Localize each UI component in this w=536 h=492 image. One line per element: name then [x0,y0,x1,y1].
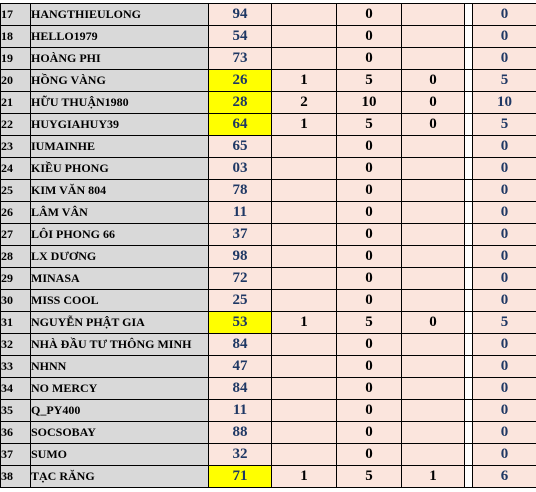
value-cell-3[interactable] [402,136,465,158]
score-cell[interactable]: 47 [209,356,272,378]
total-cell[interactable]: 5 [473,312,536,334]
value-cell-3[interactable] [402,202,465,224]
player-name-cell[interactable]: HELLO1979 [31,26,209,48]
value-cell-3[interactable] [402,158,465,180]
row-index-cell[interactable]: 28 [1,246,31,268]
total-cell[interactable]: 0 [473,356,536,378]
score-cell[interactable]: 54 [209,26,272,48]
row-index-cell[interactable]: 38 [1,466,31,488]
value-cell-1[interactable] [272,136,337,158]
value-cell-3[interactable] [402,400,465,422]
player-name-cell[interactable]: SUMO [31,444,209,466]
player-name-cell[interactable]: Q_PY400 [31,400,209,422]
spacer-cell[interactable] [465,466,473,488]
table-row [1,70,536,92]
player-name-cell[interactable]: MINASA [31,268,209,290]
row-index-cell[interactable]: 24 [1,158,31,180]
score-cell[interactable]: 65 [209,136,272,158]
player-name-cell[interactable]: HUYGIAHUY39 [31,114,209,136]
value-cell-2[interactable]: 0 [337,224,402,246]
value-cell-3[interactable] [402,224,465,246]
table-row [1,268,536,290]
score-cell[interactable]: 03 [209,158,272,180]
table-row [1,4,536,26]
spacer-cell[interactable] [465,224,473,246]
score-cell[interactable]: 98 [209,246,272,268]
spacer-cell[interactable] [465,444,473,466]
table-row [1,444,536,466]
total-cell[interactable]: 6 [473,466,536,488]
row-index-cell[interactable]: 21 [1,92,31,114]
value-cell-1[interactable]: 1 [272,114,337,136]
row-index-cell[interactable]: 23 [1,136,31,158]
row-index-cell[interactable]: 33 [1,356,31,378]
spacer-cell[interactable] [465,136,473,158]
row-index-cell[interactable]: 36 [1,422,31,444]
table-row [1,334,536,356]
value-cell-2[interactable]: 0 [337,444,402,466]
value-cell-2[interactable]: 0 [337,26,402,48]
spacer-cell[interactable] [465,48,473,70]
total-cell[interactable]: 0 [473,48,536,70]
row-index-cell[interactable]: 27 [1,224,31,246]
value-cell-1[interactable] [272,180,337,202]
table-row [1,202,536,224]
value-cell-1[interactable] [272,246,337,268]
table-row [1,356,536,378]
value-cell-1[interactable] [272,268,337,290]
row-index-cell[interactable]: 37 [1,444,31,466]
row-index-cell[interactable]: 18 [1,26,31,48]
value-cell-2[interactable]: 0 [337,4,402,26]
score-cell[interactable]: 37 [209,224,272,246]
value-cell-2[interactable]: 5 [337,312,402,334]
value-cell-3[interactable] [402,290,465,312]
table-row [1,312,536,334]
player-name-cell[interactable]: HANGTHIEULONG [31,4,209,26]
spacer-cell[interactable] [465,26,473,48]
row-index-cell[interactable]: 31 [1,312,31,334]
value-cell-1[interactable] [272,444,337,466]
total-cell[interactable]: 0 [473,4,536,26]
table-row [1,114,536,136]
score-cell[interactable]: 94 [209,4,272,26]
spacer-cell[interactable] [465,378,473,400]
player-name-cell[interactable]: NHÀ ĐẦU TƯ THÔNG MINH [31,334,209,356]
value-cell-1[interactable]: 1 [272,466,337,488]
value-cell-3[interactable] [402,422,465,444]
value-cell-3[interactable] [402,48,465,70]
spacer-cell[interactable] [465,158,473,180]
row-index-cell[interactable]: 26 [1,202,31,224]
value-cell-2[interactable]: 0 [337,180,402,202]
table-row [1,422,536,444]
value-cell-1[interactable] [272,334,337,356]
score-cell[interactable]: 88 [209,422,272,444]
total-cell[interactable]: 0 [473,268,536,290]
value-cell-1[interactable]: 1 [272,70,337,92]
row-index-cell[interactable]: 35 [1,400,31,422]
value-cell-3[interactable] [402,268,465,290]
value-cell-1[interactable] [272,202,337,224]
row-index-cell[interactable]: 29 [1,268,31,290]
player-name-cell[interactable]: KIM VĂN 804 [31,180,209,202]
score-cell[interactable]: 11 [209,202,272,224]
total-cell[interactable]: 10 [473,92,536,114]
value-cell-1[interactable] [272,290,337,312]
total-cell[interactable]: 5 [473,114,536,136]
value-cell-3[interactable] [402,26,465,48]
spacer-cell[interactable] [465,180,473,202]
row-index-cell[interactable]: 25 [1,180,31,202]
value-cell-2[interactable]: 0 [337,202,402,224]
spacer-cell[interactable] [465,70,473,92]
value-cell-1[interactable] [272,158,337,180]
spacer-cell[interactable] [465,246,473,268]
value-cell-3[interactable]: 0 [402,70,465,92]
player-name-cell[interactable]: NGUYỄN PHẬT GIA [31,312,209,334]
player-name-cell[interactable]: SOCSOBAY [31,422,209,444]
total-cell[interactable]: 0 [473,202,536,224]
table-row [1,400,536,422]
value-cell-2[interactable]: 10 [337,92,402,114]
player-name-cell[interactable]: NHNN [31,356,209,378]
value-cell-2[interactable]: 0 [337,378,402,400]
value-cell-1[interactable]: 1 [272,312,337,334]
value-cell-1[interactable] [272,356,337,378]
value-cell-3[interactable] [402,378,465,400]
row-index-cell[interactable]: 22 [1,114,31,136]
total-cell[interactable]: 0 [473,136,536,158]
score-cell[interactable]: 32 [209,444,272,466]
total-cell[interactable]: 0 [473,246,536,268]
value-cell-2[interactable]: 0 [337,246,402,268]
player-name-cell[interactable]: NO MERCY [31,378,209,400]
score-cell[interactable]: 53 [209,312,272,334]
table-row [1,92,536,114]
spacer-cell[interactable] [465,334,473,356]
value-cell-2[interactable]: 0 [337,334,402,356]
spacer-cell[interactable] [465,312,473,334]
table-row [1,180,536,202]
value-cell-2[interactable]: 5 [337,466,402,488]
player-name-cell[interactable]: LX DƯƠNG [31,246,209,268]
player-name-cell[interactable]: HOÀNG PHI [31,48,209,70]
row-index-cell[interactable]: 20 [1,70,31,92]
total-cell[interactable]: 0 [473,422,536,444]
total-cell[interactable]: 5 [473,70,536,92]
value-cell-3[interactable] [402,334,465,356]
table-row [1,158,536,180]
value-cell-3[interactable]: 1 [402,466,465,488]
value-cell-3[interactable] [402,444,465,466]
spacer-cell[interactable] [465,4,473,26]
row-index-cell[interactable]: 17 [1,4,31,26]
value-cell-3[interactable] [402,356,465,378]
row-index-cell[interactable]: 30 [1,290,31,312]
row-index-cell[interactable]: 19 [1,48,31,70]
spacer-cell[interactable] [465,114,473,136]
row-index-cell[interactable]: 34 [1,378,31,400]
value-cell-2[interactable]: 5 [337,114,402,136]
value-cell-3[interactable] [402,246,465,268]
value-cell-3[interactable] [402,4,465,26]
total-cell[interactable]: 0 [473,400,536,422]
table-row [1,290,536,312]
value-cell-2[interactable]: 0 [337,356,402,378]
value-cell-3[interactable]: 0 [402,312,465,334]
value-cell-1[interactable] [272,26,337,48]
table-row [1,378,536,400]
score-cell[interactable]: 71 [209,466,272,488]
total-cell[interactable]: 0 [473,158,536,180]
value-cell-2[interactable]: 5 [337,70,402,92]
total-cell[interactable]: 0 [473,378,536,400]
row-index-cell[interactable]: 32 [1,334,31,356]
value-cell-1[interactable] [272,422,337,444]
table-row [1,26,536,48]
value-cell-1[interactable] [272,48,337,70]
spacer-cell[interactable] [465,422,473,444]
value-cell-2[interactable]: 0 [337,48,402,70]
table-row [1,246,536,268]
total-cell[interactable]: 0 [473,224,536,246]
table-row [1,466,536,488]
table-row [1,48,536,70]
value-cell-1[interactable] [272,400,337,422]
value-cell-2[interactable]: 0 [337,268,402,290]
score-cell[interactable]: 28 [209,92,272,114]
value-cell-3[interactable]: 0 [402,114,465,136]
score-cell[interactable]: 84 [209,334,272,356]
score-cell[interactable]: 11 [209,400,272,422]
player-name-cell[interactable]: HỒNG VÀNG [31,70,209,92]
value-cell-2[interactable]: 0 [337,400,402,422]
score-cell[interactable]: 78 [209,180,272,202]
value-cell-1[interactable] [272,4,337,26]
spacer-cell[interactable] [465,92,473,114]
spacer-cell[interactable] [465,202,473,224]
player-name-cell[interactable]: LÂM VÂN [31,202,209,224]
results-table [0,3,536,488]
table-row [1,224,536,246]
player-name-cell[interactable]: TẠC RĂNG [31,466,209,488]
value-cell-2[interactable]: 0 [337,422,402,444]
total-cell[interactable]: 0 [473,334,536,356]
score-cell[interactable]: 25 [209,290,272,312]
score-cell[interactable]: 64 [209,114,272,136]
player-name-cell[interactable]: KIỀU PHONG [31,158,209,180]
score-cell[interactable]: 26 [209,70,272,92]
score-cell[interactable]: 73 [209,48,272,70]
player-name-cell[interactable]: HỮU THUẬN1980 [31,92,209,114]
total-cell[interactable]: 0 [473,26,536,48]
table-row [1,136,536,158]
score-cell[interactable]: 72 [209,268,272,290]
value-cell-3[interactable] [402,180,465,202]
value-cell-1[interactable] [272,224,337,246]
player-name-cell[interactable]: MISS COOL [31,290,209,312]
total-cell[interactable]: 0 [473,180,536,202]
spacer-cell[interactable] [465,400,473,422]
player-name-cell[interactable]: IUMAINHE [31,136,209,158]
table-body [1,4,536,488]
spacer-cell[interactable] [465,356,473,378]
player-name-cell[interactable]: LÔI PHONG 66 [31,224,209,246]
score-cell[interactable]: 84 [209,378,272,400]
value-cell-3[interactable]: 0 [402,92,465,114]
total-cell[interactable]: 0 [473,444,536,466]
value-cell-2[interactable]: 0 [337,136,402,158]
value-cell-1[interactable] [272,378,337,400]
value-cell-2[interactable]: 0 [337,290,402,312]
total-cell[interactable]: 0 [473,290,536,312]
spacer-cell[interactable] [465,290,473,312]
value-cell-2[interactable]: 0 [337,158,402,180]
value-cell-1[interactable]: 2 [272,92,337,114]
spacer-cell[interactable] [465,268,473,290]
